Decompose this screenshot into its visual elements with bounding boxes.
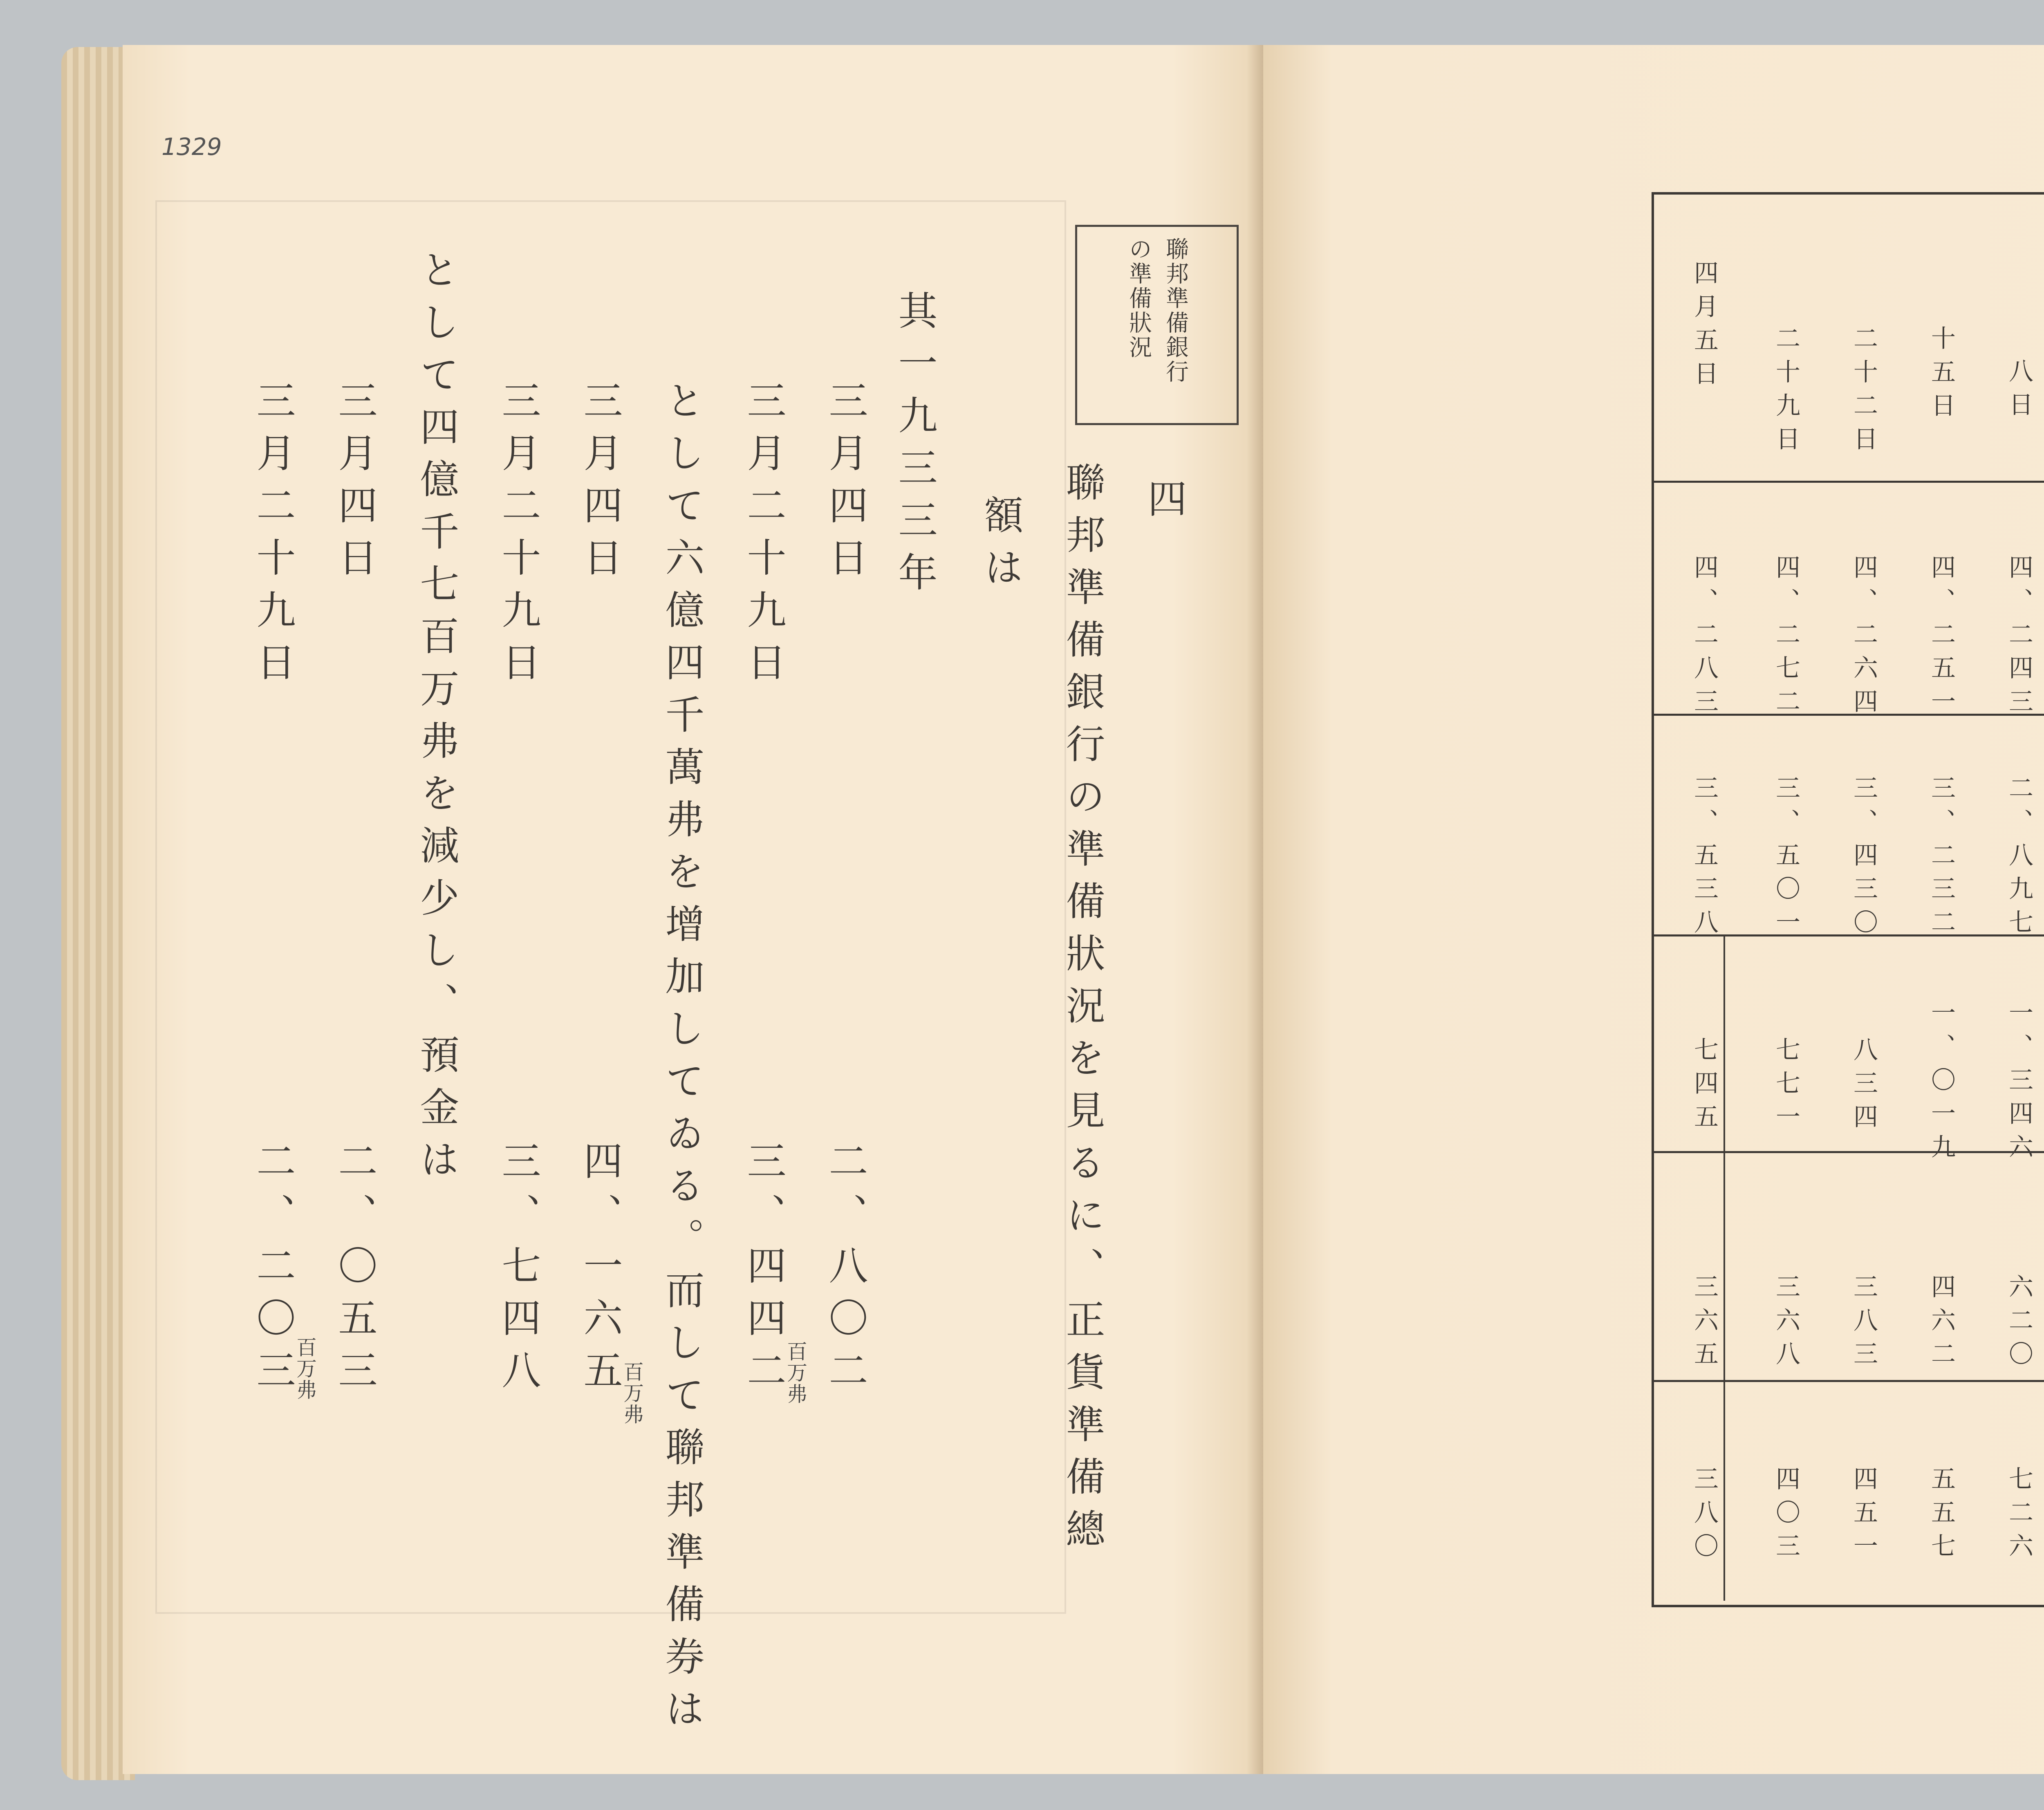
value-deposit-mar29: 二、二〇三 xyxy=(250,1140,296,1402)
title-line-2: 額は xyxy=(978,495,1024,599)
body-line-date-1: 三月四日 xyxy=(823,380,868,589)
title-line-1: 聯邦準備銀行の準備狀況を見るに、正貨準備總 xyxy=(1060,462,1105,1561)
row-8-date: 四月五日 xyxy=(1690,260,1719,394)
row-6-circ-total: 八三四 xyxy=(1849,1037,1878,1137)
side-heading-box xyxy=(1075,225,1239,425)
row-8-total: 四、二八三 xyxy=(1690,554,1719,722)
left-page xyxy=(123,45,1263,1774)
body-line-date-5: 三月四日 xyxy=(332,380,378,589)
row-5-date: 十五日 xyxy=(1927,325,1956,426)
value-notes-mar29: 三、七四八 xyxy=(495,1140,541,1402)
row-5-circ-total: 一、〇一九 xyxy=(1927,1000,1956,1167)
value-deposit-mar4: 二、〇五三 xyxy=(332,1140,378,1402)
row-6-date: 二十二日 xyxy=(1849,325,1878,459)
row-8-circ-total: 七四五 xyxy=(1690,1037,1719,1137)
value-gold-mar29: 三、四四二 xyxy=(741,1140,787,1402)
row-4-gold-cert: 七二六 xyxy=(2005,1466,2033,1566)
unit-label-1: 百万弗 xyxy=(784,1341,807,1405)
side-heading-line-2: の準備狀況 xyxy=(1125,237,1152,360)
row-4-reserve: 二、八九七 xyxy=(2005,775,2033,943)
row-4-circ-total: 一、三四六 xyxy=(2005,1000,2033,1167)
row-5-gold-coin: 四六二 xyxy=(1927,1274,1956,1374)
row-5-reserve: 三、二三二 xyxy=(1927,775,1956,943)
unit-label-2: 百万弗 xyxy=(620,1361,644,1425)
body-line-year: 其一九三三年 xyxy=(892,290,938,604)
row-4-gold-coin: 六二〇 xyxy=(2005,1274,2033,1374)
value-gold-mar4: 二、八〇二 xyxy=(823,1140,868,1402)
side-heading-line-1: 聯邦準備銀行 xyxy=(1162,237,1189,384)
row-6-gold-coin: 三八三 xyxy=(1849,1274,1878,1374)
row-6-reserve: 三、四三〇 xyxy=(1849,775,1878,943)
row-7-total: 四、二七二 xyxy=(1772,554,1800,722)
row-4-total: 四、二四三 xyxy=(2005,554,2033,722)
page-number-left: 1329 xyxy=(161,133,222,161)
unit-label-3: 百万弗 xyxy=(293,1337,317,1400)
body-line-sentence-2: として四億千七百万弗を減少し、預金は xyxy=(414,249,459,1191)
value-notes-mar4: 四、一六五 xyxy=(577,1140,623,1402)
body-line-date-3: 三月四日 xyxy=(577,380,623,589)
row-7-circ-total: 七七一 xyxy=(1772,1037,1800,1137)
body-line-date-6: 三月二十九日 xyxy=(250,380,296,694)
row-7-reserve: 三、五〇一 xyxy=(1772,775,1800,943)
row-5-gold-cert: 五五七 xyxy=(1927,1466,1956,1566)
body-line-date-2: 三月二十九日 xyxy=(741,380,787,694)
row-8-gold-cert: 三八〇 xyxy=(1690,1466,1719,1566)
row-7-gold-cert: 四〇三 xyxy=(1772,1466,1800,1566)
row-6-total: 四、二六四 xyxy=(1849,554,1878,722)
body-line-sentence-1: として六億四千萬弗を增加してゐる。而して聯邦準備券は xyxy=(659,380,705,1741)
row-4-date: 八日 xyxy=(2005,358,2033,425)
row-7-gold-coin: 三六八 xyxy=(1772,1274,1800,1374)
row-7-date: 二十九日 xyxy=(1772,325,1800,459)
row-6-gold-cert: 四五一 xyxy=(1849,1466,1878,1566)
section-number: 四 xyxy=(1141,478,1187,531)
row-8-gold-coin: 三六五 xyxy=(1690,1274,1719,1374)
row-8-reserve: 三、五三八 xyxy=(1690,775,1719,943)
row-5-total: 四、二五一 xyxy=(1927,554,1956,722)
gold-stock-table xyxy=(1652,192,2044,1607)
body-line-date-4: 三月二十九日 xyxy=(495,380,541,694)
